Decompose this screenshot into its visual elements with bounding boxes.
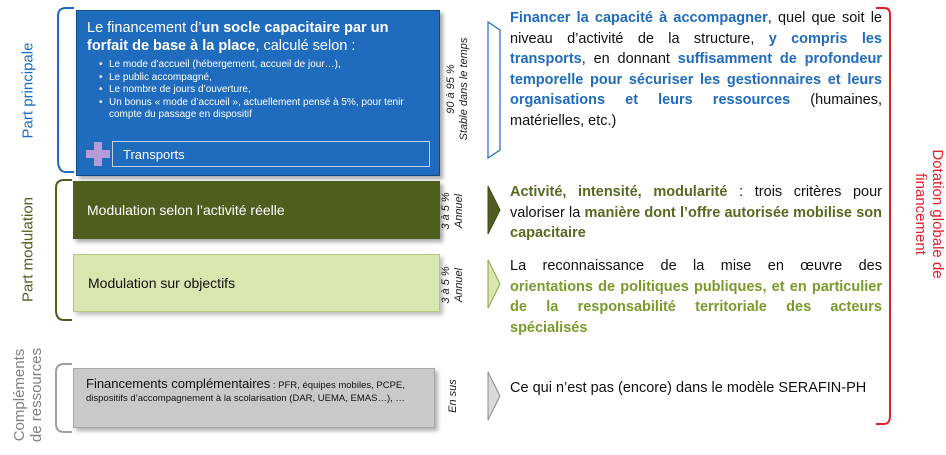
desc-objectifs-b: orientations de politiques publiques, et en particulier de la responsabilité territoriale des acteurs spécialisés (510, 278, 882, 336)
complementaires-text (86, 377, 426, 405)
box-modulation-activite (73, 181, 440, 239)
pct-complementaires (447, 366, 463, 426)
chevron-arrow-4 (488, 372, 500, 420)
activite-label-prefix: Modulation selon (87, 202, 197, 218)
objectifs-label: Modulation sur objectifs (88, 275, 236, 291)
complementaires-detail: : PFR, équipes mobiles, PCPE, dispositifs d’accompagnement à la scolarisation (DAR, UEMA, EMAS…), … (86, 380, 405, 404)
brace-principale (58, 8, 74, 172)
chevron-arrow-2 (488, 186, 500, 234)
label-dotation-line1: Dotation globale de (929, 149, 946, 279)
label-part-principale: Part principale (19, 42, 37, 139)
chevron-arrow-3 (488, 260, 500, 308)
desc-socle-d: , en donnant (581, 51, 678, 67)
label-dotation-line2: financement (912, 173, 929, 255)
pct-principale-sub: Stable dans le temps (458, 37, 470, 141)
desc-socle-c: y compris les transports (510, 30, 882, 67)
pct-complementaires-value: En sus (447, 379, 459, 413)
label-dotation-globale (910, 104, 946, 324)
box-modulation-objectifs (73, 254, 440, 312)
desc-socle (510, 8, 882, 131)
desc-socle-f: (humaines, matérielles, etc.) (510, 92, 882, 129)
complementaires-title: Financements complémentaires (86, 376, 271, 391)
desc-complementaires (510, 378, 882, 399)
socle-title (87, 19, 429, 55)
desc-complementaires-text: Ce qui n’est pas (encore) dans le modèle SERAFIN-PH (510, 380, 867, 396)
socle-title-suffix: , calculé selon : (255, 38, 356, 54)
box-financements-complementaires (73, 368, 435, 428)
socle-title-prefix: Le financement d’ (87, 20, 202, 36)
activite-label-bold: l’activité réelle (196, 202, 285, 218)
brace-modulation (56, 180, 72, 320)
list-item: • Le mode d’accueil (hébergement, accueil de jour…), (99, 59, 429, 72)
pct-objectifs-value: 3 à 5 % (440, 266, 452, 304)
label-complements-line1: Compléments (11, 348, 28, 442)
desc-socle-e: suffisamment de profondeur temporelle pour sécuriser les gestionnaires et leurs organisations et leurs ressources (510, 51, 882, 108)
label-complements (11, 335, 45, 455)
brace-complements (56, 364, 72, 432)
activite-label (87, 202, 285, 218)
desc-objectifs (510, 256, 882, 338)
list-item: • Le public accompagné, (99, 72, 429, 85)
pct-activite (440, 171, 470, 251)
label-part-modulation: Part modulation (19, 196, 37, 303)
socle-title-bold: un socle capacitaire par un forfait de base à la place (87, 20, 389, 54)
desc-activite-a: Activité, intensité, modularité (510, 184, 728, 200)
list-item: • Le nombre de jours d’ouverture, (99, 84, 429, 97)
plus-icon (86, 142, 110, 166)
desc-socle-b: , quel que soit le niveau d’activité de la structure, (510, 10, 882, 47)
pct-objectifs (440, 245, 470, 325)
transports-label: Transports (123, 147, 185, 162)
pct-objectifs-sub: Annuel (453, 267, 465, 303)
desc-activite-c: manière dont l’offre autorisée mobilise son capacitaire (510, 204, 882, 241)
pct-principale-value: 90 à 95 % (445, 64, 457, 114)
socle-criteria-list (99, 59, 429, 122)
label-complements-line2: de ressources (28, 347, 45, 443)
pct-activite-sub: Annuel (453, 193, 465, 229)
pct-principale (445, 24, 475, 154)
desc-objectifs-a: La reconnaissance de la mise en œuvre des (510, 258, 882, 274)
desc-activite (510, 182, 882, 244)
desc-socle-a: Financer la capacité à accompagner (510, 10, 768, 26)
pct-activite-value: 3 à 5 % (440, 192, 452, 230)
list-item: • Un bonus « mode d’accueil », actuellement pensé à 5%, pour tenir compte du passage en dispositif (99, 97, 429, 122)
desc-activite-b: : trois critères pour valoriser la (510, 184, 882, 221)
chevron-arrow-1 (488, 22, 500, 158)
box-transports (112, 141, 430, 167)
